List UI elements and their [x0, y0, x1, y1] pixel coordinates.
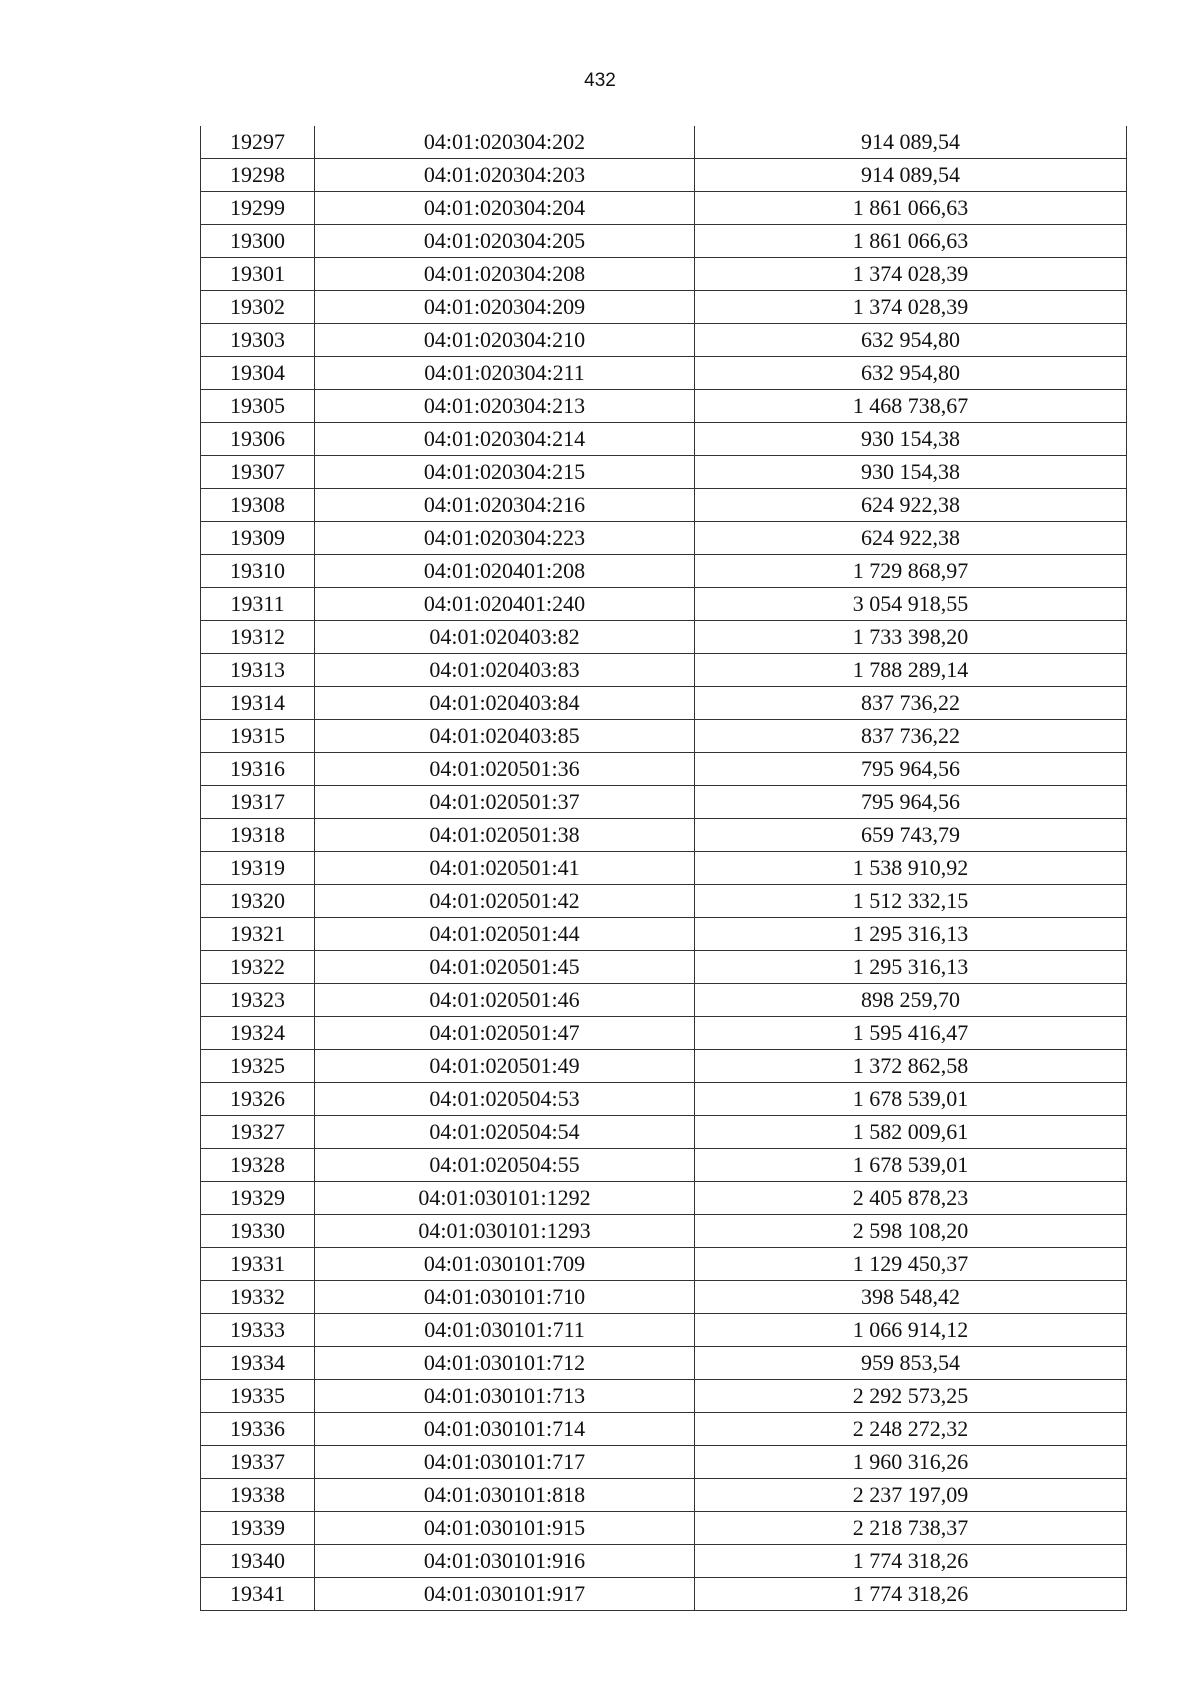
cadastral-number-cell: 04:01:030101:818	[315, 1479, 695, 1512]
cadastral-number-cell: 04:01:020501:44	[315, 918, 695, 951]
table-row	[201, 753, 1127, 786]
cadastral-number-cell: 04:01:030101:915	[315, 1512, 695, 1545]
cadastral-value-cell: 1 295 316,13	[695, 951, 1127, 984]
cadastral-number-cell: 04:01:020304:211	[315, 357, 695, 390]
row-number-cell: 19318	[201, 819, 315, 852]
cadastral-value-cell: 930 154,38	[695, 423, 1127, 456]
cadastral-value-cell: 1 861 066,63	[695, 192, 1127, 225]
row-number-cell: 19336	[201, 1413, 315, 1446]
table-row	[201, 1545, 1127, 1578]
cadastral-value-cell: 2 598 108,20	[695, 1215, 1127, 1248]
row-number-cell: 19312	[201, 621, 315, 654]
cadastral-value-cell: 398 548,42	[695, 1281, 1127, 1314]
table-row	[201, 1017, 1127, 1050]
table-body	[201, 126, 1127, 1611]
cadastral-value-cell: 2 292 573,25	[695, 1380, 1127, 1413]
row-number-cell: 19334	[201, 1347, 315, 1380]
table-row	[201, 1149, 1127, 1182]
row-number-cell: 19317	[201, 786, 315, 819]
cadastral-value-cell: 2 237 197,09	[695, 1479, 1127, 1512]
row-number-cell: 19298	[201, 159, 315, 192]
table-row	[201, 1050, 1127, 1083]
cadastral-number-cell: 04:01:030101:917	[315, 1578, 695, 1611]
row-number-cell: 19323	[201, 984, 315, 1017]
table-row	[201, 225, 1127, 258]
cadastral-number-cell: 04:01:020401:240	[315, 588, 695, 621]
table-row	[201, 918, 1127, 951]
cadastral-value-cell: 1 678 539,01	[695, 1149, 1127, 1182]
row-number-cell: 19332	[201, 1281, 315, 1314]
cadastral-number-cell: 04:01:020501:41	[315, 852, 695, 885]
row-number-cell: 19338	[201, 1479, 315, 1512]
row-number-cell: 19340	[201, 1545, 315, 1578]
table-row	[201, 192, 1127, 225]
row-number-cell: 19325	[201, 1050, 315, 1083]
cadastral-value-cell: 1 774 318,26	[695, 1545, 1127, 1578]
table-row	[201, 588, 1127, 621]
cadastral-number-cell: 04:01:020304:215	[315, 456, 695, 489]
table-row	[201, 885, 1127, 918]
table-row	[201, 1116, 1127, 1149]
table-row	[201, 720, 1127, 753]
row-number-cell: 19314	[201, 687, 315, 720]
row-number-cell: 19304	[201, 357, 315, 390]
cadastral-value-table	[200, 126, 1127, 1611]
cadastral-value-cell: 1 374 028,39	[695, 258, 1127, 291]
cadastral-value-cell: 1 538 910,92	[695, 852, 1127, 885]
row-number-cell: 19297	[201, 126, 315, 159]
cadastral-number-cell: 04:01:020501:42	[315, 885, 695, 918]
row-number-cell: 19306	[201, 423, 315, 456]
table-row	[201, 1512, 1127, 1545]
page-number: 432	[584, 70, 616, 91]
cadastral-value-cell: 1 129 450,37	[695, 1248, 1127, 1281]
cadastral-number-cell: 04:01:030101:710	[315, 1281, 695, 1314]
cadastral-number-cell: 04:01:030101:714	[315, 1413, 695, 1446]
row-number-cell: 19321	[201, 918, 315, 951]
row-number-cell: 19331	[201, 1248, 315, 1281]
row-number-cell: 19319	[201, 852, 315, 885]
cadastral-number-cell: 04:01:020501:47	[315, 1017, 695, 1050]
cadastral-value-cell: 1 374 028,39	[695, 291, 1127, 324]
table-row	[201, 522, 1127, 555]
cadastral-number-cell: 04:01:030101:1293	[315, 1215, 695, 1248]
cadastral-number-cell: 04:01:030101:709	[315, 1248, 695, 1281]
cadastral-value-cell: 1 774 318,26	[695, 1578, 1127, 1611]
cadastral-number-cell: 04:01:020501:38	[315, 819, 695, 852]
cadastral-value-cell: 624 922,38	[695, 489, 1127, 522]
cadastral-number-cell: 04:01:020504:53	[315, 1083, 695, 1116]
cadastral-number-cell: 04:01:020403:85	[315, 720, 695, 753]
table-row	[201, 621, 1127, 654]
cadastral-number-cell: 04:01:020304:214	[315, 423, 695, 456]
row-number-cell: 19339	[201, 1512, 315, 1545]
row-number-cell: 19327	[201, 1116, 315, 1149]
cadastral-number-cell: 04:01:020403:84	[315, 687, 695, 720]
cadastral-number-cell: 04:01:020304:216	[315, 489, 695, 522]
cadastral-number-cell: 04:01:030101:916	[315, 1545, 695, 1578]
row-number-cell: 19305	[201, 390, 315, 423]
row-number-cell: 19299	[201, 192, 315, 225]
row-number-cell: 19322	[201, 951, 315, 984]
table-row	[201, 1281, 1127, 1314]
table-row	[201, 258, 1127, 291]
cadastral-value-cell: 930 154,38	[695, 456, 1127, 489]
row-number-cell: 19337	[201, 1446, 315, 1479]
row-number-cell: 19300	[201, 225, 315, 258]
cadastral-value-cell: 1 295 316,13	[695, 918, 1127, 951]
row-number-cell: 19302	[201, 291, 315, 324]
row-number-cell: 19303	[201, 324, 315, 357]
row-number-cell: 19311	[201, 588, 315, 621]
cadastral-value-cell: 959 853,54	[695, 1347, 1127, 1380]
row-number-cell: 19308	[201, 489, 315, 522]
cadastral-value-cell: 624 922,38	[695, 522, 1127, 555]
cadastral-value-cell: 837 736,22	[695, 687, 1127, 720]
cadastral-value-cell: 1 788 289,14	[695, 654, 1127, 687]
row-number-cell: 19326	[201, 1083, 315, 1116]
cadastral-number-cell: 04:01:020304:210	[315, 324, 695, 357]
row-number-cell: 19310	[201, 555, 315, 588]
row-number-cell: 19301	[201, 258, 315, 291]
table-row	[201, 291, 1127, 324]
table-row	[201, 357, 1127, 390]
table-row	[201, 1083, 1127, 1116]
row-number-cell: 19320	[201, 885, 315, 918]
table-row	[201, 1248, 1127, 1281]
cadastral-value-cell: 1 468 738,67	[695, 390, 1127, 423]
cadastral-number-cell: 04:01:020501:49	[315, 1050, 695, 1083]
cadastral-number-cell: 04:01:030101:712	[315, 1347, 695, 1380]
table-row	[201, 654, 1127, 687]
cadastral-number-cell: 04:01:020304:208	[315, 258, 695, 291]
table-row	[201, 555, 1127, 588]
table-row	[201, 324, 1127, 357]
table-row	[201, 1347, 1127, 1380]
cadastral-number-cell: 04:01:020304:202	[315, 126, 695, 159]
cadastral-number-cell: 04:01:020304:223	[315, 522, 695, 555]
cadastral-value-cell: 914 089,54	[695, 159, 1127, 192]
cadastral-number-cell: 04:01:030101:1292	[315, 1182, 695, 1215]
cadastral-value-cell: 898 259,70	[695, 984, 1127, 1017]
cadastral-value-cell: 1 960 316,26	[695, 1446, 1127, 1479]
cadastral-value-cell: 1 582 009,61	[695, 1116, 1127, 1149]
table-row	[201, 423, 1127, 456]
table-row	[201, 852, 1127, 885]
table-row	[201, 687, 1127, 720]
cadastral-value-cell: 632 954,80	[695, 324, 1127, 357]
row-number-cell: 19328	[201, 1149, 315, 1182]
table-row	[201, 951, 1127, 984]
row-number-cell: 19315	[201, 720, 315, 753]
row-number-cell: 19309	[201, 522, 315, 555]
cadastral-value-cell: 1 372 862,58	[695, 1050, 1127, 1083]
cadastral-value-cell: 1 861 066,63	[695, 225, 1127, 258]
cadastral-value-cell: 2 218 738,37	[695, 1512, 1127, 1545]
table-row	[201, 819, 1127, 852]
row-number-cell: 19335	[201, 1380, 315, 1413]
cadastral-value-cell: 1 066 914,12	[695, 1314, 1127, 1347]
cadastral-value-cell: 837 736,22	[695, 720, 1127, 753]
cadastral-value-cell: 1 595 416,47	[695, 1017, 1127, 1050]
cadastral-number-cell: 04:01:020304:205	[315, 225, 695, 258]
cadastral-number-cell: 04:01:020504:54	[315, 1116, 695, 1149]
table-row	[201, 1215, 1127, 1248]
row-number-cell: 19329	[201, 1182, 315, 1215]
table-row	[201, 1413, 1127, 1446]
cadastral-number-cell: 04:01:030101:711	[315, 1314, 695, 1347]
table-row	[201, 126, 1127, 159]
cadastral-number-cell: 04:01:020501:46	[315, 984, 695, 1017]
row-number-cell: 19333	[201, 1314, 315, 1347]
table-row	[201, 1314, 1127, 1347]
cadastral-value-cell: 2 405 878,23	[695, 1182, 1127, 1215]
cadastral-value-cell: 1 729 868,97	[695, 555, 1127, 588]
cadastral-value-cell: 632 954,80	[695, 357, 1127, 390]
cadastral-value-cell: 659 743,79	[695, 819, 1127, 852]
cadastral-number-cell: 04:01:030101:717	[315, 1446, 695, 1479]
cadastral-number-cell: 04:01:030101:713	[315, 1380, 695, 1413]
row-number-cell: 19324	[201, 1017, 315, 1050]
cadastral-number-cell: 04:01:020304:204	[315, 192, 695, 225]
cadastral-number-cell: 04:01:020501:37	[315, 786, 695, 819]
cadastral-value-cell: 795 964,56	[695, 786, 1127, 819]
cadastral-value-cell: 1 678 539,01	[695, 1083, 1127, 1116]
table-row	[201, 159, 1127, 192]
cadastral-value-cell: 1 733 398,20	[695, 621, 1127, 654]
table-row	[201, 489, 1127, 522]
cadastral-number-cell: 04:01:020403:83	[315, 654, 695, 687]
cadastral-value-cell: 3 054 918,55	[695, 588, 1127, 621]
cadastral-number-cell: 04:01:020304:209	[315, 291, 695, 324]
cadastral-number-cell: 04:01:020504:55	[315, 1149, 695, 1182]
table-row	[201, 390, 1127, 423]
cadastral-number-cell: 04:01:020501:36	[315, 753, 695, 786]
row-number-cell: 19307	[201, 456, 315, 489]
row-number-cell: 19313	[201, 654, 315, 687]
cadastral-value-cell: 914 089,54	[695, 126, 1127, 159]
row-number-cell: 19316	[201, 753, 315, 786]
cadastral-value-cell: 2 248 272,32	[695, 1413, 1127, 1446]
cadastral-number-cell: 04:01:020403:82	[315, 621, 695, 654]
cadastral-number-cell: 04:01:020401:208	[315, 555, 695, 588]
cadastral-number-cell: 04:01:020501:45	[315, 951, 695, 984]
table-row	[201, 1578, 1127, 1611]
cadastral-number-cell: 04:01:020304:203	[315, 159, 695, 192]
table-row	[201, 786, 1127, 819]
table-row	[201, 984, 1127, 1017]
cadastral-value-cell: 795 964,56	[695, 753, 1127, 786]
row-number-cell: 19330	[201, 1215, 315, 1248]
row-number-cell: 19341	[201, 1578, 315, 1611]
table-row	[201, 1479, 1127, 1512]
cadastral-number-cell: 04:01:020304:213	[315, 390, 695, 423]
table-row	[201, 1446, 1127, 1479]
table-row	[201, 456, 1127, 489]
table-row	[201, 1380, 1127, 1413]
table-row	[201, 1182, 1127, 1215]
cadastral-value-cell: 1 512 332,15	[695, 885, 1127, 918]
